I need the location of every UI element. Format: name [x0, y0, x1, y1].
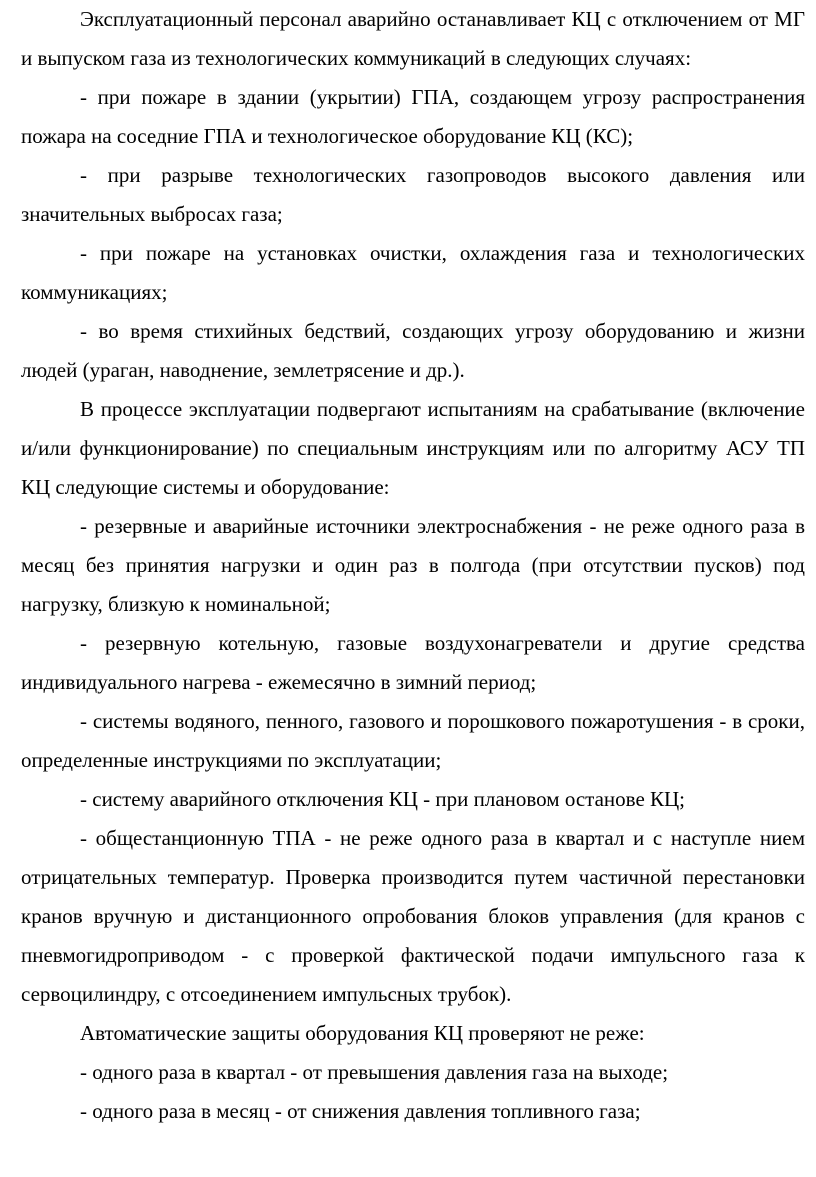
paragraph-testing-intro: В процессе эксплуатации подвергают испытаниям на срабатывание (включение и/или функционирование) по специальным инструкциям или по алгоритму АСУ ТП КЦ следующие системы и оборудование:: [21, 397, 805, 499]
paragraph-outlet-pressure: - одного раза в квартал - от превышения давления газа на выходе;: [80, 1060, 669, 1084]
paragraph-emergency-disconnect: - систему аварийного отключения КЦ - при плановом останове КЦ;: [80, 787, 686, 811]
paragraph-emergency-shutdown-intro: Эксплуатационный персонал аварийно останавливает КЦ с отключением от МГ и выпуском газа из технологических коммуникаций в следующих случаях:: [21, 7, 805, 70]
paragraph-boiler-room: - резервную котельную, газовые воздухонагреватели и другие средства индивидуального нагрева - ежемесячно в зимний период;: [21, 631, 805, 694]
paragraph-fuel-gas-pressure: - одного раза в месяц - от снижения давления топливного газа;: [80, 1099, 641, 1123]
paragraph-auto-protection-intro: Автоматические защиты оборудования КЦ проверяют не реже:: [80, 1021, 645, 1045]
document-page: [21, 0, 805, 1131]
paragraph-natural-disasters: - во время стихийных бедствий, создающих угрозу оборудованию и жизни людей (ураган, наводнение, землетрясение и др.).: [21, 319, 805, 382]
paragraph-station-valves: - общестанционную ТПА - не реже одного раза в квартал и с наступле нием отрицательных температур. Проверка производится путем частичной перестановки кранов вручную и дистанционного опробования блоков управления (для кранов с пневмогидроприводом - с проверкой фактической подачи импульсного газа к сервоцилиндру, с отсоединением импульсных трубок).: [21, 826, 805, 1006]
paragraph-fire-extinguishing: - системы водяного, пенного, газового и порошкового пожаротушения - в сроки, определенные инструкциями по эксплуатации;: [21, 709, 805, 772]
paragraph-power-sources: - резервные и аварийные источники электроснабжения - не реже одного раза в месяц без принятия нагрузки и один раз в полгода (при отсутствии пусков) под нагрузку, близкую к номинальной;: [21, 514, 805, 616]
paragraph-pipeline-rupture: - при разрыве технологических газопроводов высокого давления или значительных выбросах газа;: [21, 163, 805, 226]
paragraph-fire-at-cleaning-units: - при пожаре на установках очистки, охлаждения газа и технологических коммуникациях;: [21, 241, 805, 304]
paragraph-fire-in-gpa-building: - при пожаре в здании (укрытии) ГПА, создающем угрозу распространения пожара на соседние ГПА и технологическое оборудование КЦ (КС);: [21, 85, 805, 148]
